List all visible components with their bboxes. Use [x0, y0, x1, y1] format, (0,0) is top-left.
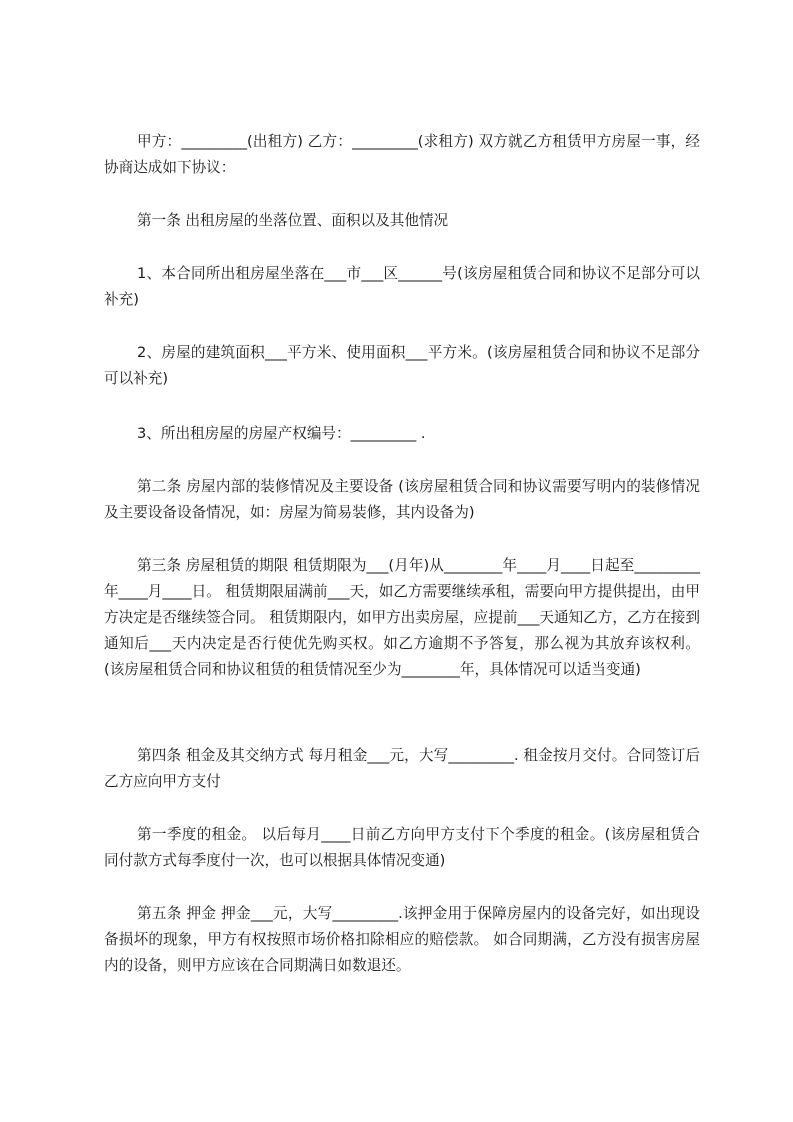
paragraph-parties: 甲方：_________(出租方) 乙方：_________(求租方) 双方就乙方租赁甲方房屋一事，经协商达成如下协议：	[104, 133, 700, 176]
first-quarter-rent: 第一季度的租金。 以后每月____日前乙方向甲方支付下个季度的租金。(该房屋租赁合同付款方式每季度付一次，也可以根据具体情况变通)	[104, 826, 700, 869]
article-1-item-2: 2、房屋的建筑面积___平方米、使用面积___平方米。(该房屋租赁合同和协议不足部分可以补充)	[104, 344, 700, 387]
article-1-heading: 第一条 出租房屋的坐落位置、面积以及其他情况	[137, 212, 449, 229]
article-4: 第四条 租金及其交纳方式 每月租金___元，大写_________. 租金按月交付。合同签订后乙方应向甲方支付	[104, 747, 700, 790]
article-3: 第三条 房屋租赁的期限 租赁期限为___(月年)从________年____月____日起至_________年____月____日。 租赁期限届满前___天，如乙方需要继续承租，需要向甲方提供提出，由甲方决定是否继续签合同。 租赁期限内，如甲方出卖房屋，应提前___天通知乙方，乙方在接到通知后___天内决定是否行使优先购买权。如乙方逾期不予答复，那么视为其放弃该权利。 (该房屋租赁合同和协议租赁的租赁情况至少为________年，具体情况可以适当变通)	[104, 557, 700, 678]
article-2: 第二条 房屋内部的装修情况及主要设备 (该房屋租赁合同和协议需要写明内的装修情况及主要设备设备情况，如：房屋为简易装修，其内设备为)	[104, 478, 700, 521]
article-1-item-3: 3、所出租房屋的房屋产权编号：_________ .	[137, 425, 426, 442]
article-5: 第五条 押金 押金___元，大写_________.该押金用于保障房屋内的设备完好，如出现设备损坏的现象，甲方有权按照市场价格扣除相应的赔偿款。 如合同期满，乙方没有损害房屋内的设备，则甲方应该在合同期满日如数退还。	[104, 905, 700, 974]
article-1-item-1: 1、本合同所出租房屋坐落在___市___区______号(该房屋租赁合同和协议不足部分可以补充)	[104, 265, 700, 308]
